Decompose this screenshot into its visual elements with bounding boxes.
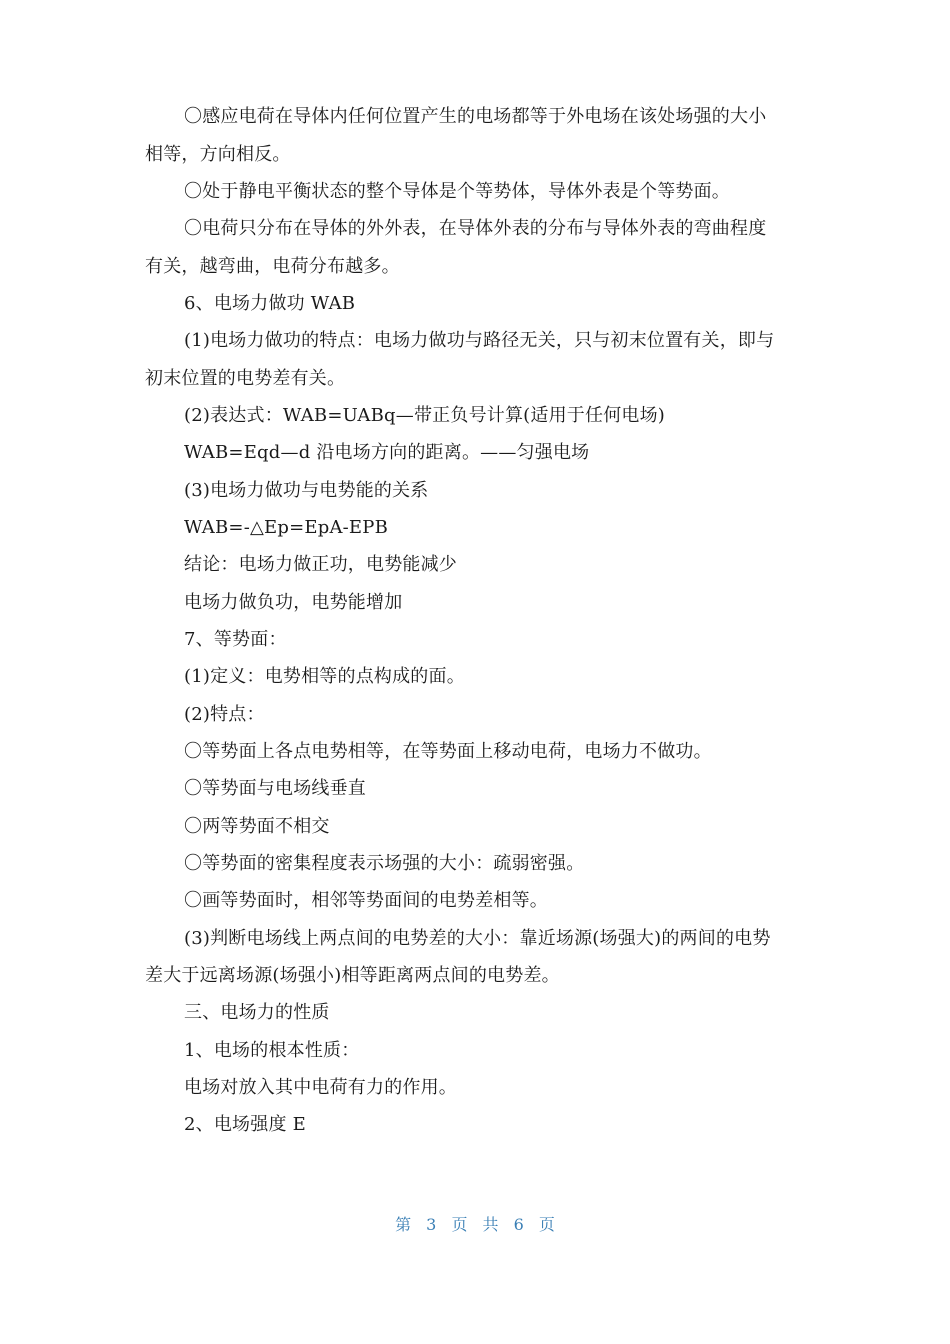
text-line: 〇等势面与电场线垂直 (184, 778, 366, 799)
text-line: (1)电场力做功的特点：电场力做功与路径无关，只与初末位置有关，即与 (184, 330, 775, 351)
section-heading: 2、电场强度 E (184, 1114, 306, 1135)
text-line: 〇等势面上各点电势相等，在等势面上移动电荷，电场力不做功。 (184, 741, 712, 762)
text-line: 〇电荷只分布在导体的外外表，在导体外表的分布与导体外表的弯曲程度 (184, 218, 767, 239)
text-line: (2)表达式：WAB=UABq—带正负号计算(适用于任何电场) (184, 405, 666, 426)
text-line: (1)定义：电势相等的点构成的面。 (184, 666, 465, 687)
text-line: 〇画等势面时，相邻等势面间的电势差相等。 (184, 890, 548, 911)
text-line: 电场对放入其中电荷有力的作用。 (184, 1077, 457, 1098)
formula-line: WAB=-△Ep=EpA-EPB (184, 517, 389, 538)
section-heading: 三、电场力的性质 (184, 1002, 330, 1023)
text-line: (2)特点： (184, 704, 265, 725)
text-line: 结论：电场力做正功，电势能减少 (184, 554, 457, 575)
text-line: (3)判断电场线上两点间的电势差的大小：靠近场源(场强大)的两间的电势 (184, 928, 771, 949)
text-line: 有关，越弯曲，电荷分布越多。 (145, 256, 400, 277)
text-line: 相等，方向相反。 (145, 144, 291, 165)
text-line: 〇两等势面不相交 (184, 816, 330, 837)
section-heading: 7、等势面： (184, 629, 287, 650)
formula-line: WAB=Eqd—d 沿电场方向的距离。——匀强电场 (184, 442, 590, 463)
section-heading: 6、电场力做功 WAB (184, 293, 356, 314)
text-line: 〇等势面的密集程度表示场强的大小：疏弱密强。 (184, 853, 585, 874)
text-line: 〇感应电荷在导体内任何位置产生的电场都等于外电场在该处场强的大小 (184, 106, 767, 127)
section-heading: 1、电场的根本性质： (184, 1040, 360, 1061)
text-line: 电场力做负功，电势能增加 (184, 592, 403, 613)
text-line: 〇处于静电平衡状态的整个导体是个等势体，导体外表是个等势面。 (184, 181, 730, 202)
page-number-footer: 第 3 页 共 6 页 (395, 1215, 555, 1234)
text-line: 差大于远离场源(场强小)相等距离两点间的电势差。 (145, 965, 560, 986)
text-line: (3)电场力做功与电势能的关系 (184, 480, 429, 501)
text-line: 初末位置的电势差有关。 (145, 368, 346, 389)
